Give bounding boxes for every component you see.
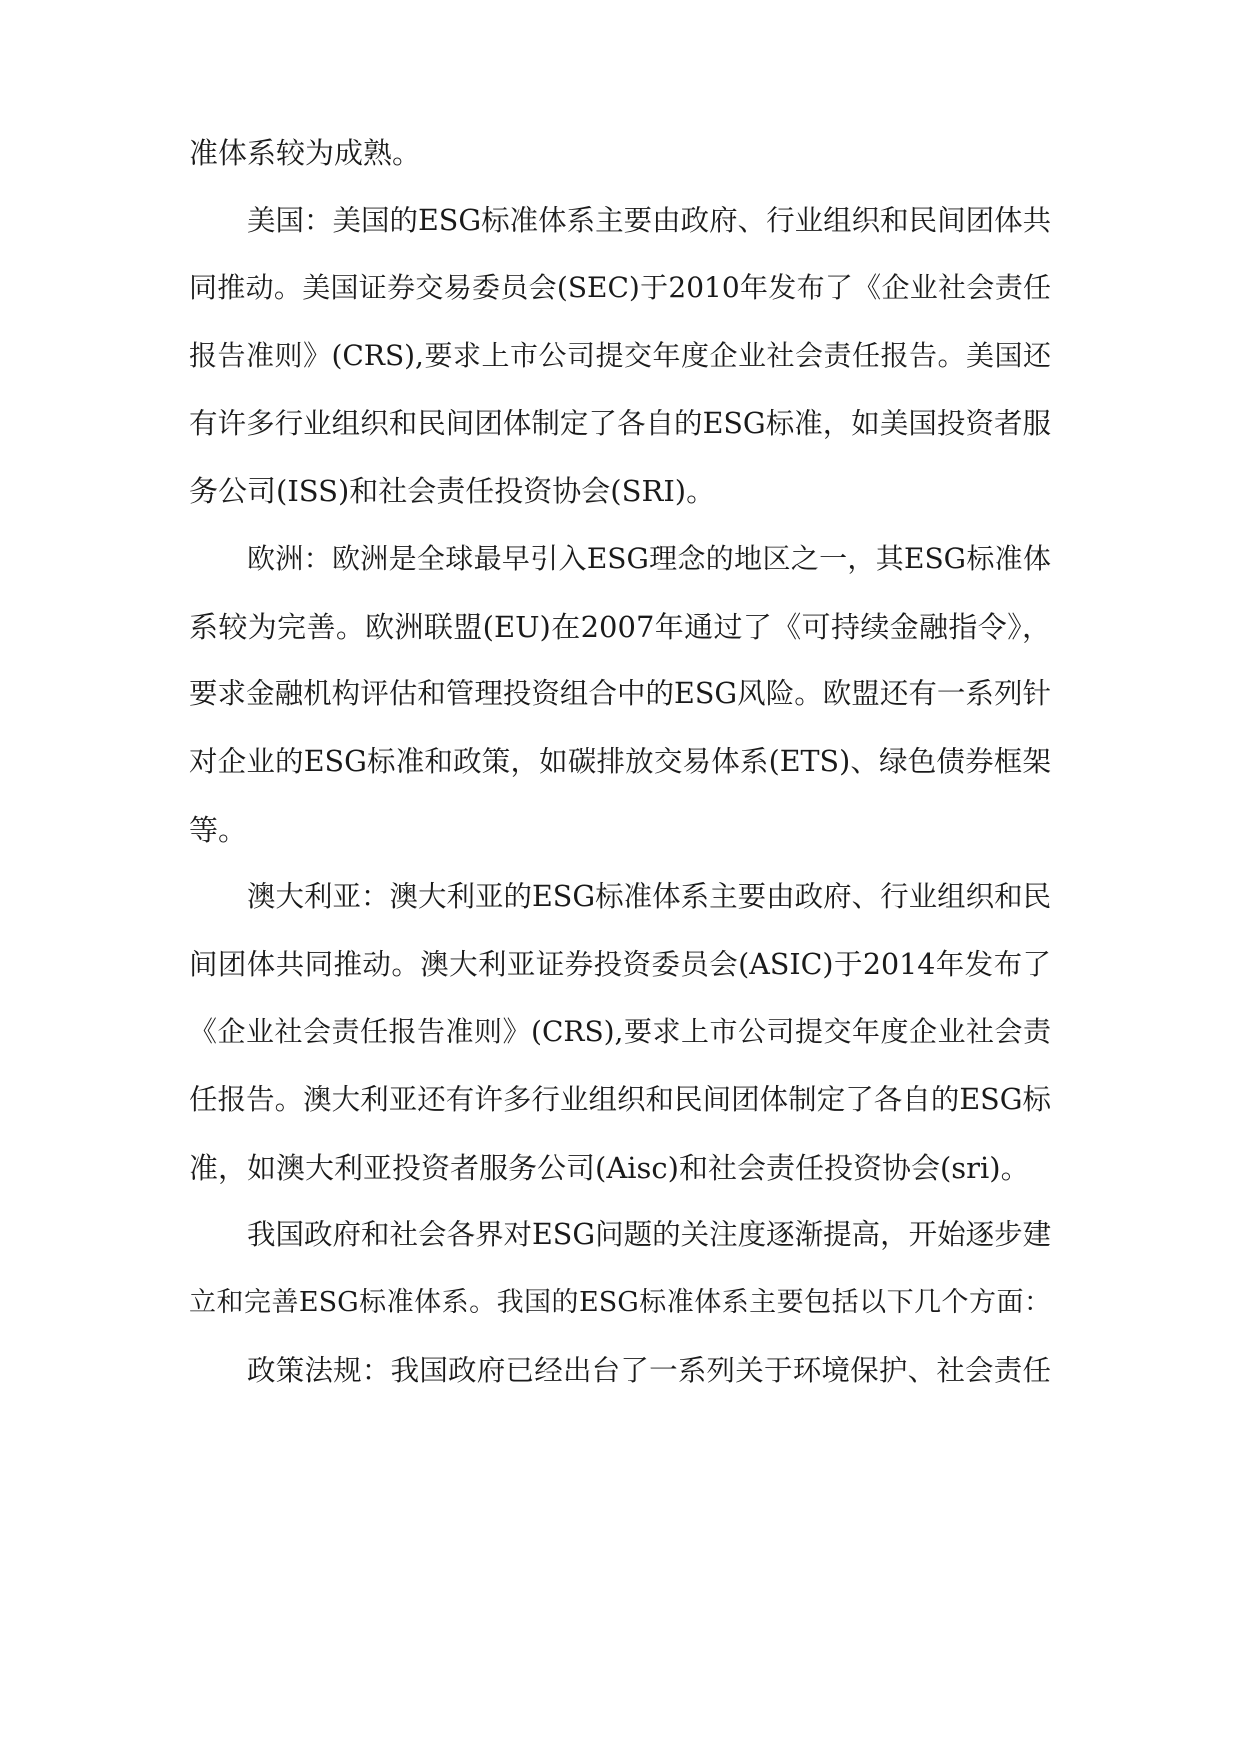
text-line: 要求金融机构评估和管理投资组合中的ESG风险。欧盟还有一系列针 (189, 677, 1051, 710)
text-line: 等。 (189, 813, 248, 847)
text-line: 政策法规：我国政府已经出台了一系列关于环境保护、社会责任 (247, 1354, 1051, 1387)
text-line: 准，如澳大利亚投资者服务公司(Aisc)和社会责任投资协会(sri)。 (189, 1151, 1030, 1185)
text-line: 务公司(ISS)和社会责任投资协会(SRI)。 (189, 474, 716, 508)
text-line: 我国政府和社会各界对ESG问题的关注度逐渐提高，开始逐步建 (247, 1218, 1052, 1251)
text-line: 系较为完善。欧洲联盟(EU)在2007年通过了《可持续金融指令》， (189, 610, 1051, 644)
text-line: 报告准则》(CRS),要求上市公司提交年度企业社会责任报告。美国还 (189, 339, 1051, 372)
text-line: 准体系较为成熟。 (189, 136, 422, 170)
text-line: 《企业社会责任报告准则》(CRS),要求上市公司提交年度企业社会责 (189, 1015, 1051, 1048)
text-line: 欧洲：欧洲是全球最早引入ESG理念的地区之一，其ESG标准体 (247, 542, 1051, 575)
text-line: 有许多行业组织和民间团体制定了各自的ESG标准，如美国投资者服 (189, 407, 1051, 440)
text-line: 间团体共同推动。澳大利亚证券投资委员会(ASIC)于2014年发布了 (189, 948, 1051, 981)
text-line: 澳大利亚：澳大利亚的ESG标准体系主要由政府、行业组织和民 (247, 880, 1052, 913)
text-line: 立和完善ESG标准体系。我国的ESG标准体系主要包括以下几个方面： (189, 1287, 1051, 1318)
text-line: 任报告。澳大利亚还有许多行业组织和民间团体制定了各自的ESG标 (189, 1083, 1051, 1116)
text-line: 对企业的ESG标准和政策，如碳排放交易体系(ETS)、绿色债券框架 (189, 745, 1051, 778)
text-line: 美国：美国的ESG标准体系主要由政府、行业组织和民间团体共 (247, 204, 1052, 237)
text-line: 同推动。美国证券交易委员会(SEC)于2010年发布了《企业社会责任 (189, 271, 1051, 304)
